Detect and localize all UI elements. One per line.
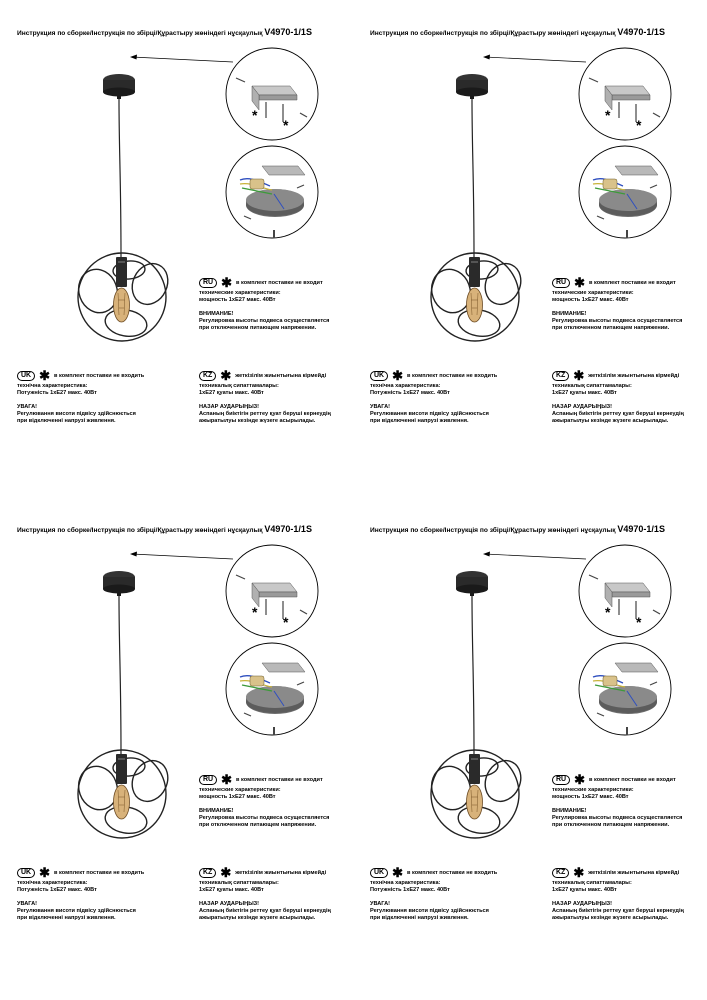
- warning-text-1: Регулювання висоти підвісу здійснюється: [17, 908, 136, 914]
- assembly-diagram: [0, 497, 353, 997]
- warning-text-1: Регулировка высоты подвеса осуществляется: [199, 318, 330, 324]
- not-included-note: жеткізілім жиынтығына кірмейді: [588, 869, 680, 876]
- specs-value: Потужність 1хЕ27 макс. 40Вт: [17, 390, 97, 396]
- not-included-note: жеткізілім жиынтығына кірмейді: [588, 372, 680, 379]
- asterisk-icon: ✱: [221, 275, 233, 290]
- specs-title: технічна характеристика:: [370, 880, 441, 886]
- not-included-note: в комплект поставки не входить: [54, 869, 145, 876]
- wiring-detail-icon: [579, 146, 671, 238]
- instruction-title: Инструкция по сборке/Інструкція по збірці/Құрастыру жөніндегі нұсқаулық V4970-1/1S: [370, 27, 665, 37]
- ru-info: [552, 275, 683, 332]
- specs-value: мощность 1хЕ27 макс. 40Вт: [552, 297, 629, 303]
- svg-text:*: *: [605, 107, 611, 123]
- cable-icon: [472, 596, 474, 754]
- asterisk-icon: ✱: [220, 865, 232, 880]
- specs-title: технические характеристики:: [552, 290, 634, 296]
- uk-info: [17, 865, 145, 922]
- specs-value: мощность 1хЕ27 макс. 40Вт: [552, 794, 629, 800]
- svg-text:*: *: [252, 107, 258, 123]
- ru-info: [199, 275, 330, 332]
- svg-text:*: *: [252, 604, 258, 620]
- ru-info: [552, 772, 683, 829]
- not-included-note: в комплект поставки не входит: [236, 279, 323, 286]
- uk-badge: UK: [370, 868, 388, 878]
- instruction-panel-bottom-left: [0, 497, 353, 997]
- instruction-panel-top-right: [353, 0, 706, 500]
- not-included-note: жеткізілім жиынтығына кірмейді: [235, 869, 327, 876]
- canopy-icon: [103, 571, 135, 596]
- warning-text-1: Аспаның биіктігін реттеу қуат беруші кернеудің: [199, 908, 331, 914]
- svg-text:*: *: [283, 117, 289, 133]
- kz-badge: KZ: [199, 371, 216, 381]
- warning-text-2: при отключенном питающем напряжении.: [552, 822, 670, 828]
- warning-text-1: Аспаның биіктігін реттеу қуат беруші кернеудің: [552, 411, 684, 417]
- uk-info: [17, 368, 145, 425]
- not-included-note: в комплект поставки не входить: [407, 372, 498, 379]
- bulb-icon: [114, 785, 130, 819]
- specs-value: 1хЕ27 қуаты макс. 40Вт: [552, 390, 617, 396]
- warning-title: ВНИМАНИЕ!: [199, 311, 234, 317]
- asterisk-icon: ✱: [220, 368, 232, 383]
- canopy-icon: [103, 74, 135, 99]
- wiring-detail-icon: [579, 643, 671, 735]
- warning-text-1: Регулювання висоти підвісу здійснюється: [370, 908, 489, 914]
- bulb-icon: [467, 785, 483, 819]
- specs-value: мощность 1хЕ27 макс. 40Вт: [199, 297, 276, 303]
- warning-title: НАЗАР АУДАРЫҢЫЗ!: [199, 404, 260, 410]
- specs-title: технические характеристики:: [199, 787, 281, 793]
- asterisk-icon: ✱: [39, 865, 51, 880]
- warning-text-1: Регулювання висоти підвісу здійснюється: [370, 411, 489, 417]
- svg-text:*: *: [283, 614, 289, 630]
- wiring-detail-icon: [226, 643, 318, 735]
- specs-title: технічна характеристика:: [370, 383, 441, 389]
- warning-title: ВНИМАНИЕ!: [552, 311, 587, 317]
- specs-value: Потужність 1хЕ27 макс. 40Вт: [370, 887, 450, 893]
- ru-badge: RU: [552, 775, 570, 785]
- warning-text-2: при відключенні напрузі живлення.: [370, 915, 469, 921]
- kz-info: [552, 865, 684, 922]
- uk-badge: UK: [370, 371, 388, 381]
- asterisk-icon: ✱: [574, 275, 586, 290]
- warning-text-2: при отключенном питающем напряжении.: [552, 325, 670, 331]
- kz-info: [552, 368, 684, 425]
- specs-title: технічна характеристика:: [17, 880, 88, 886]
- bulb-icon: [114, 288, 130, 322]
- specs-title: технические характеристики:: [552, 787, 634, 793]
- kz-badge: KZ: [199, 868, 216, 878]
- warning-title: НАЗАР АУДАРЫҢЫЗ!: [552, 404, 613, 410]
- ru-badge: RU: [199, 775, 217, 785]
- assembly-diagram: [353, 0, 706, 500]
- asterisk-icon: ✱: [573, 865, 585, 880]
- warning-text-2: при отключенном питающем напряжении.: [199, 822, 317, 828]
- ru-info: [199, 772, 330, 829]
- warning-title: УВАГА!: [370, 404, 391, 410]
- not-included-note: в комплект поставки не входить: [54, 372, 145, 379]
- instruction-panel-top-left: [0, 0, 353, 500]
- asterisk-icon: ✱: [392, 368, 404, 383]
- warning-text-2: ажыратылуы кезінде жүзеге асырылады.: [199, 418, 316, 424]
- specs-value: мощность 1хЕ27 макс. 40Вт: [199, 794, 276, 800]
- asterisk-icon: ✱: [39, 368, 51, 383]
- specs-value: Потужність 1хЕ27 макс. 40Вт: [17, 887, 97, 893]
- assembly-diagram: [0, 0, 353, 500]
- instruction-title: Инструкция по сборке/Інструкція по збірці/Құрастыру жөніндегі нұсқаулық V4970-1/1S: [370, 524, 665, 534]
- specs-title: технические характеристики:: [199, 290, 281, 296]
- model-code: V4970-1/1S: [264, 524, 312, 534]
- svg-text:*: *: [605, 604, 611, 620]
- arrow-icon: [483, 55, 586, 63]
- specs-title: техникалық сипаттамалары:: [199, 383, 279, 389]
- cable-icon: [472, 99, 474, 257]
- warning-text-1: Регулировка высоты подвеса осуществляется: [199, 815, 330, 821]
- instruction-title: Инструкция по сборке/Інструкція по збірці/Құрастыру жөніндегі нұсқаулық V4970-1/1S: [17, 524, 312, 534]
- specs-value: 1хЕ27 қуаты макс. 40Вт: [199, 390, 264, 396]
- asterisk-icon: ✱: [392, 865, 404, 880]
- warning-title: НАЗАР АУДАРЫҢЫЗ!: [199, 901, 260, 907]
- not-included-note: в комплект поставки не входить: [407, 869, 498, 876]
- asterisk-icon: ✱: [573, 368, 585, 383]
- instruction-title: Инструкция по сборке/Інструкція по збірці/Құрастыру жөніндегі нұсқаулық V4970-1/1S: [17, 27, 312, 37]
- arrow-icon: [130, 552, 233, 560]
- svg-text:*: *: [636, 614, 642, 630]
- not-included-note: в комплект поставки не входит: [236, 776, 323, 783]
- warning-title: ВНИМАНИЕ!: [199, 808, 234, 814]
- kz-info: [199, 865, 331, 922]
- specs-title: техникалық сипаттамалары:: [552, 880, 632, 886]
- warning-title: УВАГА!: [17, 901, 38, 907]
- specs-title: технічна характеристика:: [17, 383, 88, 389]
- warning-title: ВНИМАНИЕ!: [552, 808, 587, 814]
- warning-title: УВАГА!: [17, 404, 38, 410]
- ru-badge: RU: [199, 278, 217, 288]
- bracket-detail-icon: [579, 48, 671, 140]
- uk-badge: UK: [17, 868, 35, 878]
- canopy-icon: [456, 571, 488, 596]
- warning-text-1: Регулировка высоты подвеса осуществляется: [552, 815, 683, 821]
- warning-title: НАЗАР АУДАРЫҢЫЗ!: [552, 901, 613, 907]
- specs-value: Потужність 1хЕ27 макс. 40Вт: [370, 390, 450, 396]
- not-included-note: в комплект поставки не входит: [589, 279, 676, 286]
- warning-text-2: ажыратылуы кезінде жүзеге асырылады.: [552, 915, 669, 921]
- cable-icon: [119, 99, 121, 257]
- socket-icon: [469, 257, 480, 287]
- arrow-icon: [130, 55, 233, 63]
- warning-text-1: Аспаның биіктігін реттеу қуат беруші кернеудің: [199, 411, 331, 417]
- svg-text:*: *: [636, 117, 642, 133]
- warning-text-1: Аспаның биіктігін реттеу қуат беруші кернеудің: [552, 908, 684, 914]
- specs-value: 1хЕ27 қуаты макс. 40Вт: [552, 887, 617, 893]
- warning-text-2: при отключенном питающем напряжении.: [199, 325, 317, 331]
- model-code: V4970-1/1S: [617, 524, 665, 534]
- warning-text-2: при відключенні напрузі живлення.: [17, 418, 116, 424]
- cable-icon: [119, 596, 121, 754]
- warning-title: УВАГА!: [370, 901, 391, 907]
- model-code: V4970-1/1S: [264, 27, 312, 37]
- wiring-detail-icon: [226, 146, 318, 238]
- uk-info: [370, 368, 498, 425]
- socket-icon: [116, 754, 127, 784]
- arrow-icon: [483, 552, 586, 560]
- asterisk-icon: ✱: [221, 772, 233, 787]
- specs-value: 1хЕ27 қуаты макс. 40Вт: [199, 887, 264, 893]
- kz-info: [199, 368, 331, 425]
- canopy-icon: [456, 74, 488, 99]
- bracket-detail-icon: [226, 48, 318, 140]
- model-code: V4970-1/1S: [617, 27, 665, 37]
- not-included-note: жеткізілім жиынтығына кірмейді: [235, 372, 327, 379]
- uk-info: [370, 865, 498, 922]
- specs-title: техникалық сипаттамалары:: [199, 880, 279, 886]
- warning-text-2: ажыратылуы кезінде жүзеге асырылады.: [199, 915, 316, 921]
- warning-text-1: Регулировка высоты подвеса осуществляется: [552, 318, 683, 324]
- warning-text-1: Регулювання висоти підвісу здійснюється: [17, 411, 136, 417]
- instruction-panel-bottom-right: [353, 497, 706, 997]
- kz-badge: KZ: [552, 868, 569, 878]
- asterisk-icon: ✱: [574, 772, 586, 787]
- not-included-note: в комплект поставки не входит: [589, 776, 676, 783]
- socket-icon: [469, 754, 480, 784]
- kz-badge: KZ: [552, 371, 569, 381]
- uk-badge: UK: [17, 371, 35, 381]
- assembly-diagram: [353, 497, 706, 997]
- bulb-icon: [467, 288, 483, 322]
- warning-text-2: ажыратылуы кезінде жүзеге асырылады.: [552, 418, 669, 424]
- ru-badge: RU: [552, 278, 570, 288]
- bracket-detail-icon: [226, 545, 318, 637]
- warning-text-2: при відключенні напрузі живлення.: [370, 418, 469, 424]
- socket-icon: [116, 257, 127, 287]
- specs-title: техникалық сипаттамалары:: [552, 383, 632, 389]
- bracket-detail-icon: [579, 545, 671, 637]
- warning-text-2: при відключенні напрузі живлення.: [17, 915, 116, 921]
